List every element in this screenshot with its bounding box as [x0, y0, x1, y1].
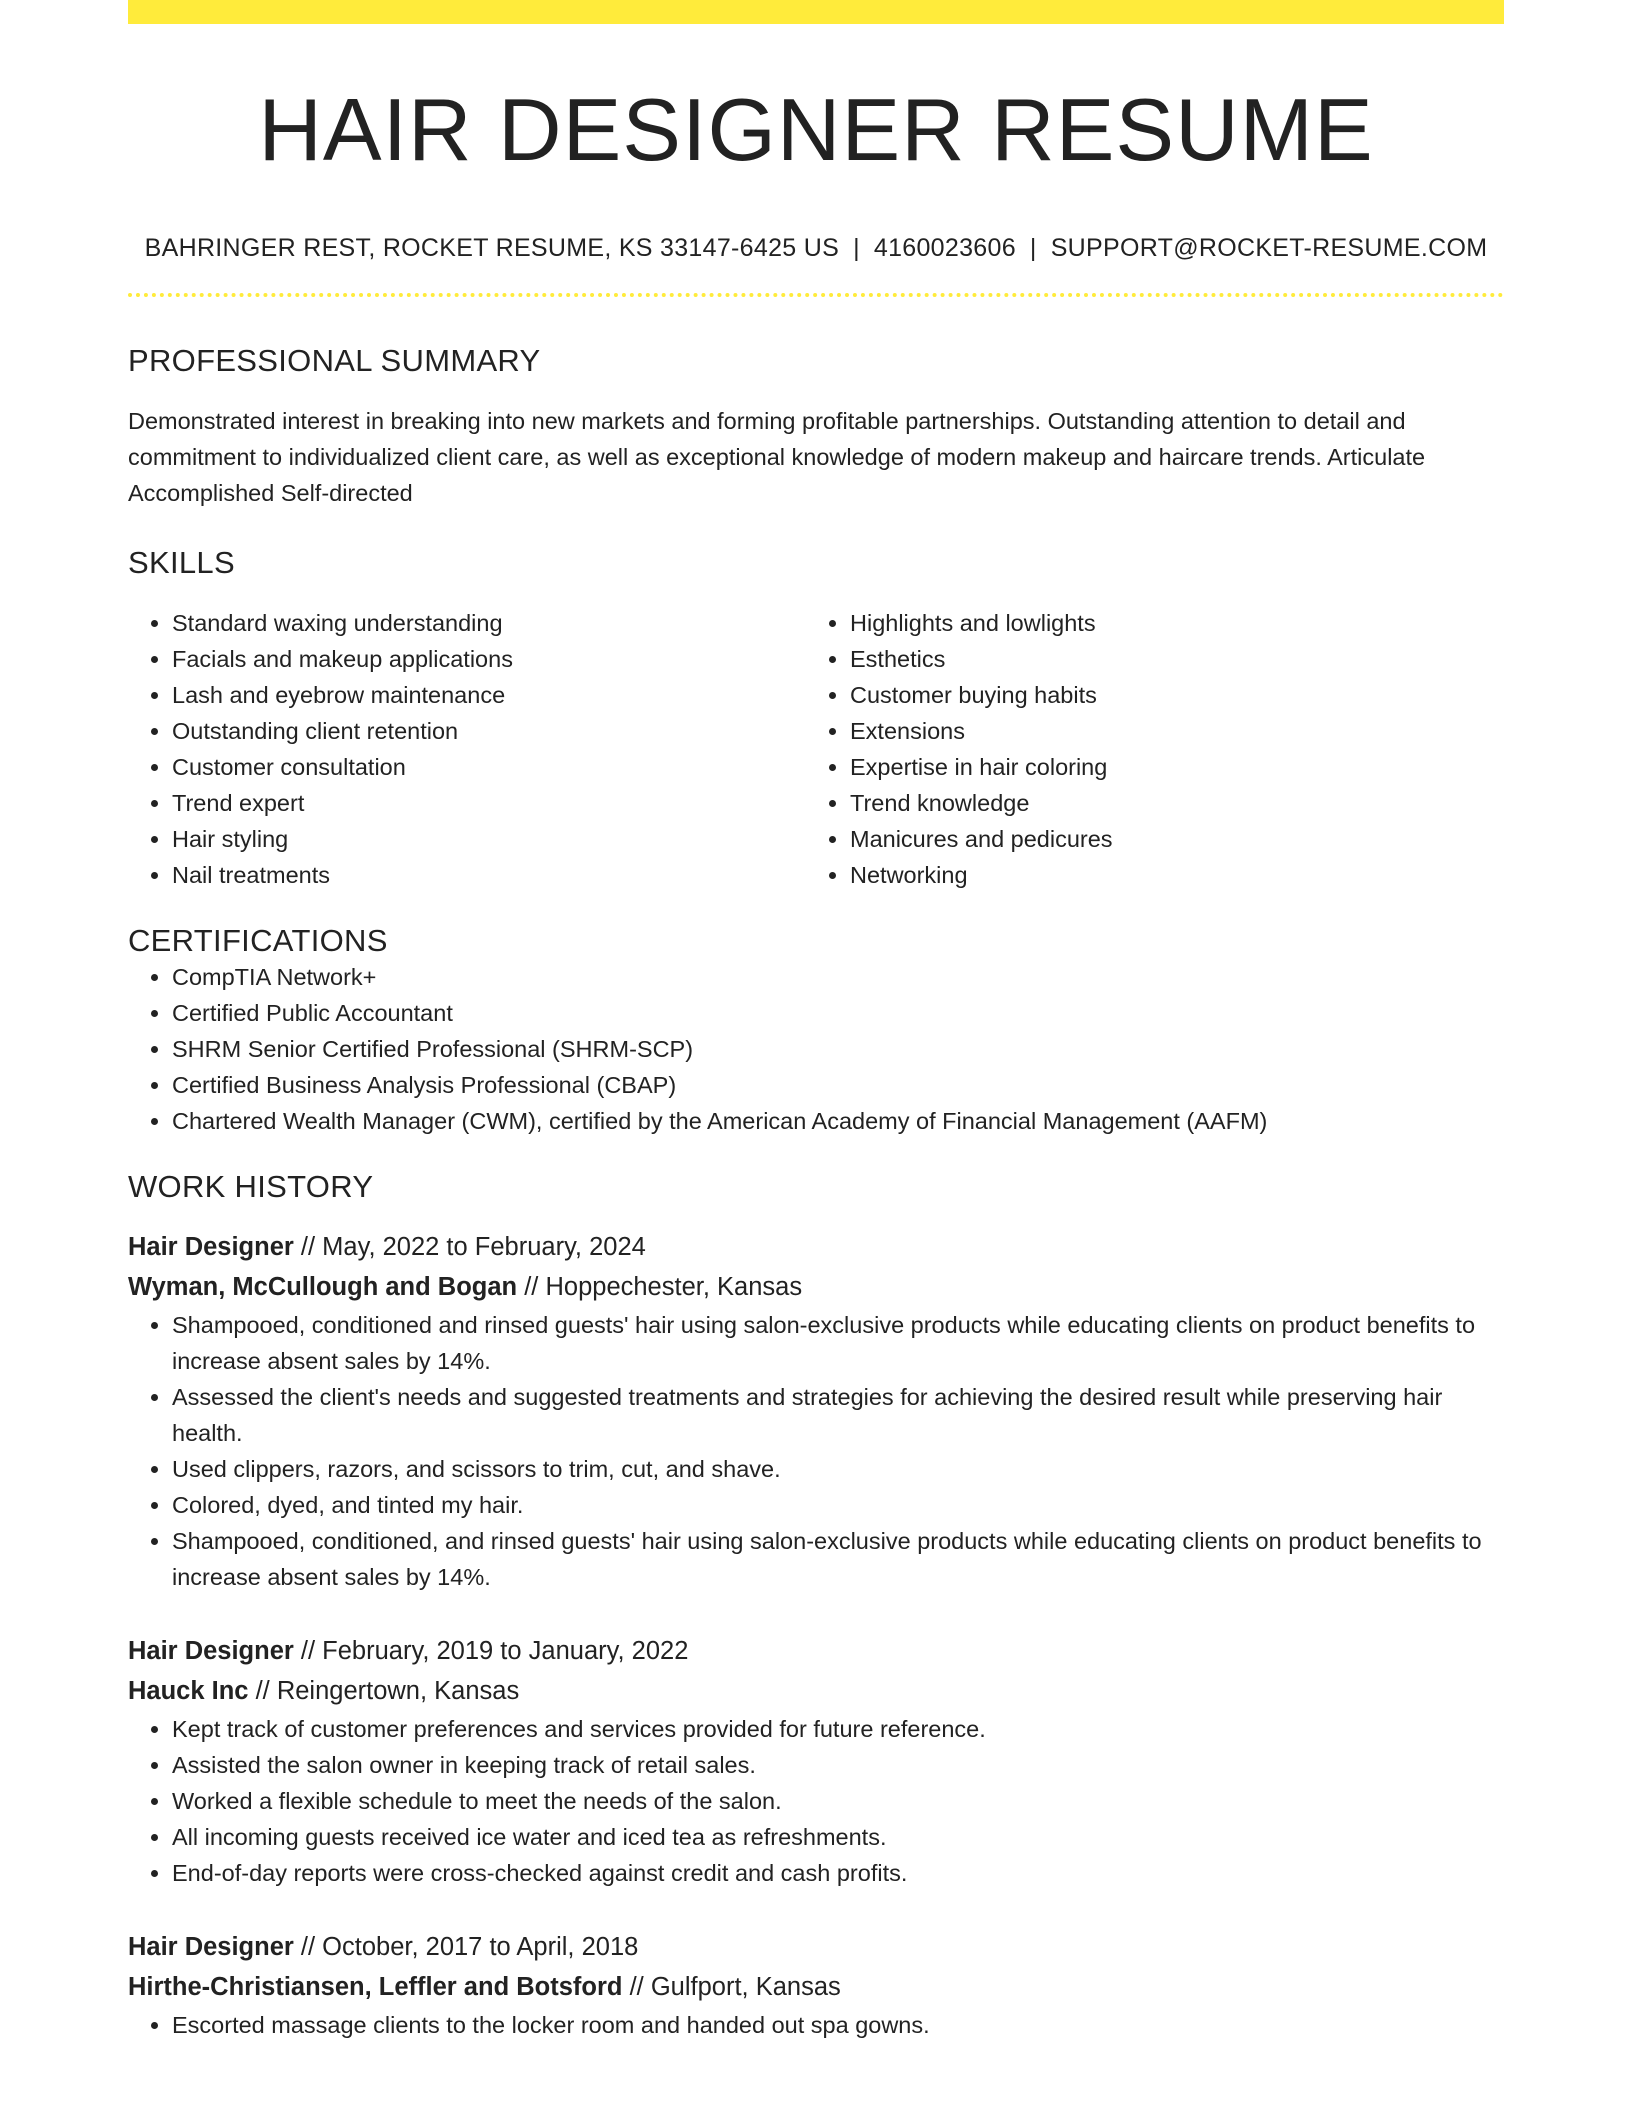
job-dates: February, 2019 to January, 2022 [322, 1637, 689, 1665]
job-separator: // [300, 1233, 316, 1261]
resume-title: HAIR DESIGNER RESUME [258, 80, 1374, 179]
job-duty-item: • All incoming guests received ice water and iced tea as refreshments. [172, 1819, 1504, 1855]
skills-list-right [806, 605, 1484, 893]
skills-heading: SKILLS [128, 545, 235, 580]
skill-item: • Trend expert [172, 785, 806, 821]
certification-item: • CompTIA Network+ [172, 959, 1504, 995]
certification-item: • SHRM Senior Certified Professional (SHRM-SCP) [172, 1031, 1504, 1067]
certification-item: • Chartered Wealth Manager (CWM), certified by the American Academy of Financial Management (AAFM) [172, 1103, 1504, 1139]
job-duty-item: • Kept track of customer preferences and services provided for future reference. [172, 1711, 1504, 1747]
job-duty-item: • Escorted massage clients to the locker room and handed out spa gowns. [172, 2007, 1504, 2043]
job-company-line [128, 1967, 1504, 2007]
job-duty-item: • End-of-day reports were cross-checked against credit and cash profits. [172, 1855, 1504, 1891]
skill-item: • Esthetics [850, 641, 1484, 677]
job-duty-item: • Used clippers, razors, and scissors to trim, cut, and shave. [172, 1451, 1504, 1487]
skill-item: • Manicures and pedicures [850, 821, 1484, 857]
job-separator: // [255, 1677, 270, 1705]
skills-columns [128, 605, 1504, 893]
skill-item: • Nail treatments [172, 857, 806, 893]
skills-column-right [806, 605, 1484, 893]
skills-list-left [128, 605, 806, 893]
skill-item: • Customer consultation [172, 749, 806, 785]
job-location: Reingertown, Kansas [276, 1677, 520, 1705]
certification-item: • Certified Business Analysis Professional (CBAP) [172, 1067, 1504, 1103]
job-role: Hair Designer [128, 1637, 294, 1665]
contact-email[interactable]: SUPPORT@ROCKET-RESUME.COM [1050, 234, 1488, 262]
contact-phone[interactable]: 4160023606 [873, 234, 1016, 262]
job-company: Hirthe-Christiansen, Leffler and Botsford [128, 1973, 623, 2001]
certification-item: • Certified Public Accountant [172, 995, 1504, 1031]
job-role-line [128, 1227, 1504, 1267]
job-duty-item: • Assessed the client's needs and suggested treatments and strategies for achieving the desired result while preserving hair health. [172, 1379, 1504, 1451]
summary-heading: PROFESSIONAL SUMMARY [128, 343, 541, 378]
job-role-line [128, 1927, 1504, 1967]
dotted-divider [128, 293, 1504, 297]
job-separator: // [629, 1973, 644, 2001]
job-entry [128, 1927, 1504, 2043]
job-duty-item: • Shampooed, conditioned, and rinsed guests' hair using salon-exclusive products while educating clients on product benefits to increase absent sales by 14%. [172, 1523, 1504, 1595]
job-duties-list [128, 1711, 1504, 1891]
job-duty-item: • Assisted the salon owner in keeping track of retail sales. [172, 1747, 1504, 1783]
job-duties-list [128, 2007, 1504, 2043]
skill-item: • Highlights and lowlights [850, 605, 1484, 641]
skill-item: • Extensions [850, 713, 1484, 749]
job-role: Hair Designer [128, 1233, 294, 1261]
work-history-list [128, 1227, 1504, 2043]
job-location: Hoppechester, Kansas [545, 1273, 803, 1301]
job-duty-item: • Worked a flexible schedule to meet the needs of the salon. [172, 1783, 1504, 1819]
contact-line [128, 234, 1504, 263]
job-entry [128, 1631, 1504, 1891]
resume-page [128, 0, 1504, 2043]
skill-item: • Expertise in hair coloring [850, 749, 1484, 785]
skill-item: • Hair styling [172, 821, 806, 857]
job-company-line [128, 1267, 1504, 1307]
job-company-line [128, 1671, 1504, 1711]
job-duty-item: • Shampooed, conditioned and rinsed guests' hair using salon-exclusive products while educating clients on product benefits to increase absent sales by 14%. [172, 1307, 1504, 1379]
certifications-list [128, 959, 1504, 1139]
job-separator: // [300, 1933, 316, 1961]
job-duties-list [128, 1307, 1504, 1595]
job-separator: // [300, 1637, 316, 1665]
skill-item: • Trend knowledge [850, 785, 1484, 821]
contact-separator: | [853, 234, 860, 262]
job-duty-item: • Colored, dyed, and tinted my hair. [172, 1487, 1504, 1523]
summary-text: Demonstrated interest in breaking into new markets and forming profitable partnerships. Outstanding attention to detail and commitment to individualized client care, as well as exceptional knowledge of modern makeup and haircare trends. Articulate Accomplished Self-directed [128, 408, 1426, 506]
job-dates: October, 2017 to April, 2018 [322, 1933, 639, 1961]
certifications-heading: CERTIFICATIONS [128, 923, 388, 958]
job-role-line [128, 1631, 1504, 1671]
job-dates: May, 2022 to February, 2024 [322, 1233, 646, 1261]
job-location: Gulfport, Kansas [650, 1973, 841, 2001]
work-history-heading: WORK HISTORY [128, 1169, 374, 1204]
skill-item: • Standard waxing understanding [172, 605, 806, 641]
job-separator: // [524, 1273, 539, 1301]
skill-item: • Networking [850, 857, 1484, 893]
accent-top-bar [128, 0, 1504, 24]
skill-item: • Customer buying habits [850, 677, 1484, 713]
skills-column-left [128, 605, 806, 893]
job-entry [128, 1227, 1504, 1595]
job-company: Wyman, McCullough and Bogan [128, 1273, 518, 1301]
skill-item: • Facials and makeup applications [172, 641, 806, 677]
contact-address: BAHRINGER REST, ROCKET RESUME, KS 33147-6425 US [144, 234, 840, 262]
contact-separator: | [1029, 234, 1037, 262]
skill-item: • Outstanding client retention [172, 713, 806, 749]
job-company: Hauck Inc [128, 1677, 249, 1705]
skill-item: • Lash and eyebrow maintenance [172, 677, 806, 713]
job-role: Hair Designer [128, 1933, 294, 1961]
